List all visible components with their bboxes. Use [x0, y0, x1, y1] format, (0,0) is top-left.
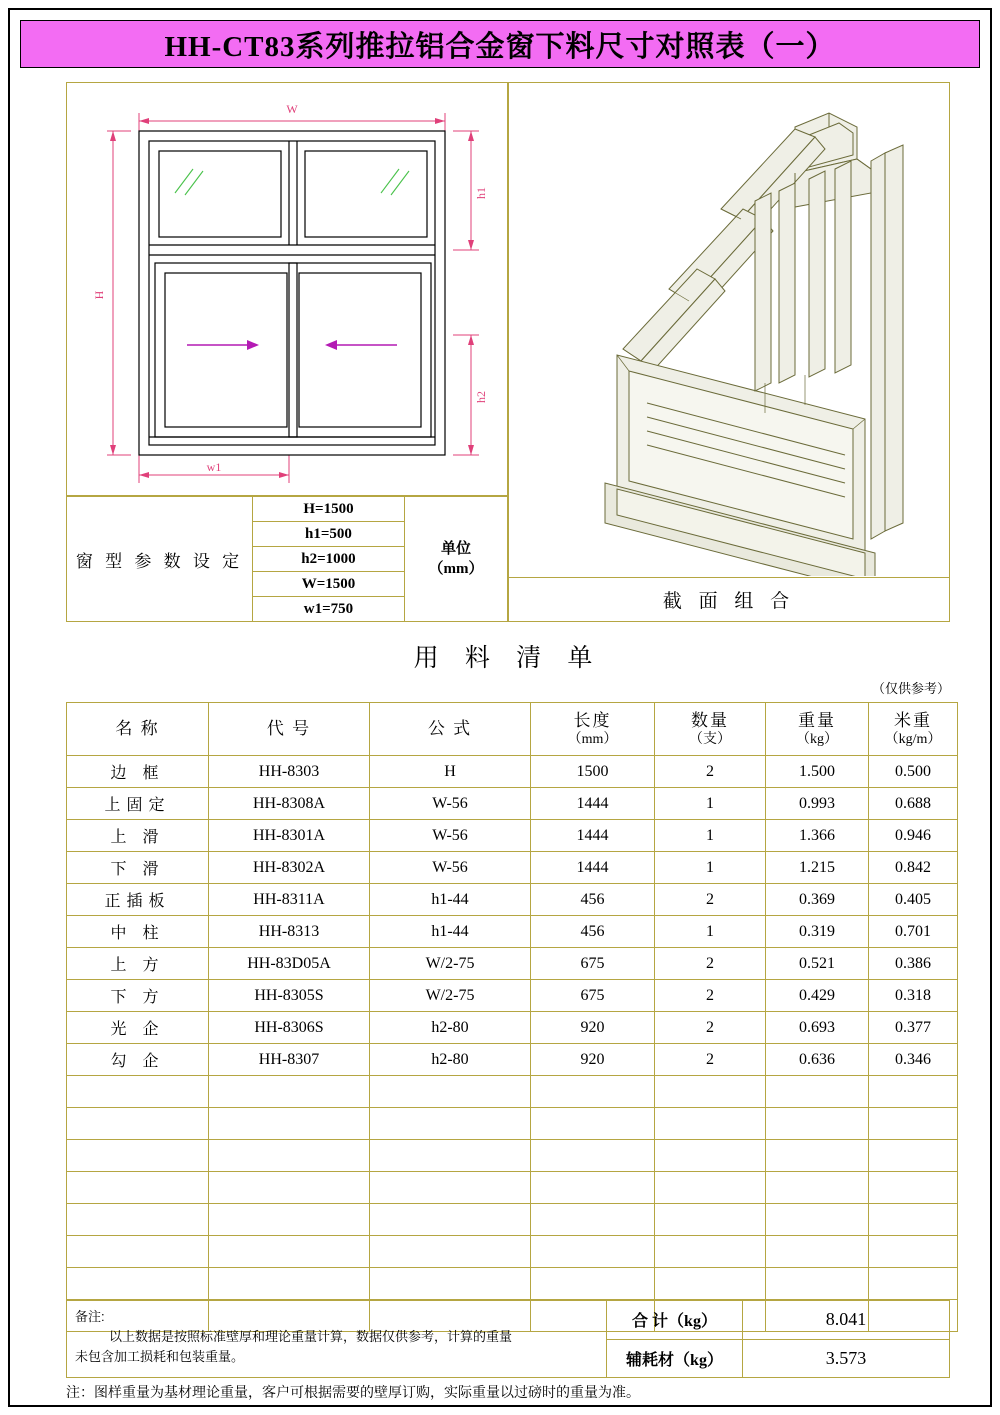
cell-formula: H [370, 756, 531, 788]
cell-qty: 1 [655, 788, 766, 820]
param-value-H: H=1500 [253, 497, 404, 522]
parameters-label: 窗 型 参 数 设 定 [67, 497, 253, 621]
header-name-main: 名 称 [115, 719, 160, 739]
cell-formula: h2-80 [370, 1044, 531, 1076]
bom-table-body [67, 756, 958, 1332]
cell-meter-weight: 0.946 [869, 820, 958, 852]
cell-qty: 1 [655, 820, 766, 852]
header-qty-sub: （支） [689, 731, 731, 747]
cell-meter-weight: 0.377 [869, 1012, 958, 1044]
cell-length: 1444 [531, 820, 655, 852]
cell-code-empty [209, 1076, 370, 1108]
total-row [607, 1301, 949, 1340]
cell-weight-empty [766, 1236, 869, 1268]
cell-name: 下 滑 [67, 852, 209, 884]
cell-code: HH-8306S [209, 1012, 370, 1044]
cell-length-empty [531, 1204, 655, 1236]
cell-qty-empty [655, 1108, 766, 1140]
cell-name-empty [67, 1268, 209, 1300]
header-length-sub: （mm） [567, 731, 618, 747]
cell-name: 正插板 [67, 884, 209, 916]
cell-formula: W-56 [370, 788, 531, 820]
header-formula-main: 公 式 [427, 719, 473, 739]
cell-length: 1444 [531, 852, 655, 884]
cell-weight: 0.636 [766, 1044, 869, 1076]
cell-name: 上 滑 [67, 820, 209, 852]
cell-name: 光 企 [67, 1012, 209, 1044]
cell-code-empty [209, 1204, 370, 1236]
cell-meter-weight-empty [869, 1108, 958, 1140]
table-row [67, 980, 958, 1012]
param-value-W: W=1500 [253, 572, 404, 597]
cell-qty: 1 [655, 916, 766, 948]
cell-code: HH-83D05A [209, 948, 370, 980]
cell-formula: W-56 [370, 852, 531, 884]
cell-qty-empty [655, 1172, 766, 1204]
cell-meter-weight: 0.500 [869, 756, 958, 788]
cell-name-empty [67, 1236, 209, 1268]
cell-name: 下 方 [67, 980, 209, 1012]
cell-code: HH-8302A [209, 852, 370, 884]
table-header-row [67, 703, 958, 756]
cell-weight-empty [766, 1076, 869, 1108]
cell-length: 920 [531, 1044, 655, 1076]
cell-length: 920 [531, 1012, 655, 1044]
header-meter-weight [869, 703, 958, 756]
remark-label: 备注: [75, 1309, 105, 1324]
table-row-empty [67, 1172, 958, 1204]
cell-name-empty [67, 1140, 209, 1172]
cell-meter-weight-empty [869, 1204, 958, 1236]
cell-name: 中 柱 [67, 916, 209, 948]
table-row-empty [67, 1108, 958, 1140]
cell-qty-empty [655, 1204, 766, 1236]
dim-label-h2: h2 [474, 391, 488, 403]
cell-code: HH-8307 [209, 1044, 370, 1076]
elevation-svg [67, 83, 507, 495]
cell-length-empty [531, 1108, 655, 1140]
cell-name: 上固定 [67, 788, 209, 820]
cell-name: 勾 企 [67, 1044, 209, 1076]
cell-weight: 0.429 [766, 980, 869, 1012]
unit-line-2: （mm） [428, 561, 484, 577]
cell-formula-empty [370, 1140, 531, 1172]
table-row [67, 916, 958, 948]
cell-qty: 1 [655, 852, 766, 884]
cell-meter-weight-empty [869, 1268, 958, 1300]
cell-length: 675 [531, 980, 655, 1012]
cell-qty: 2 [655, 884, 766, 916]
cell-formula: W/2-75 [370, 948, 531, 980]
cell-length: 1444 [531, 788, 655, 820]
header-qty [655, 703, 766, 756]
cell-code-empty [209, 1268, 370, 1300]
cell-weight: 0.521 [766, 948, 869, 980]
cell-formula: W/2-75 [370, 980, 531, 1012]
table-row [67, 1044, 958, 1076]
cell-length-empty [531, 1268, 655, 1300]
header-weight-sub: （kg） [796, 731, 838, 747]
cell-formula-empty [370, 1076, 531, 1108]
table-row-empty [67, 1204, 958, 1236]
page-title: HH-CT83系列推拉铝合金窗下料尺寸对照表（一） [164, 30, 836, 63]
cell-weight: 1.500 [766, 756, 869, 788]
cell-weight: 0.369 [766, 884, 869, 916]
cell-weight: 0.693 [766, 1012, 869, 1044]
cell-code-empty [209, 1108, 370, 1140]
table-row [67, 788, 958, 820]
section-label: 截 面 组 合 [662, 591, 796, 612]
cell-meter-weight: 0.386 [869, 948, 958, 980]
cell-formula-empty [370, 1172, 531, 1204]
cell-weight-empty [766, 1140, 869, 1172]
cell-code: HH-8311A [209, 884, 370, 916]
cell-name-empty [67, 1076, 209, 1108]
cell-length-empty [531, 1076, 655, 1108]
table-row-empty [67, 1140, 958, 1172]
total-value: 8.041 [825, 1309, 867, 1330]
cell-meter-weight: 0.842 [869, 852, 958, 884]
table-row-empty [67, 1268, 958, 1300]
table-row [67, 1012, 958, 1044]
parameters-values [253, 497, 405, 621]
cell-meter-weight: 0.346 [869, 1044, 958, 1076]
bom-title: 用 料 清 单 [413, 645, 603, 672]
cell-qty: 2 [655, 980, 766, 1012]
table-row-empty [67, 1076, 958, 1108]
bom-table [66, 702, 958, 1332]
total-label: 合 计（kg） [607, 1301, 743, 1339]
cell-name-empty [67, 1172, 209, 1204]
header-meter-weight-main: 米重 [894, 710, 932, 730]
cell-name: 上 方 [67, 948, 209, 980]
cell-meter-weight-empty [869, 1140, 958, 1172]
bottom-note: 注：图样重量为基材理论重量，客户可根据需要的壁厚订购，实际重量以过磅时的重量为准。 [66, 1384, 640, 1400]
cell-formula-empty [370, 1204, 531, 1236]
remark-note [67, 1301, 607, 1377]
cell-weight-empty [766, 1204, 869, 1236]
cell-weight-empty [766, 1108, 869, 1140]
header-meter-weight-sub: （kg/m） [884, 731, 942, 747]
cell-qty: 2 [655, 756, 766, 788]
cell-weight-empty [766, 1172, 869, 1204]
parameters-unit [405, 497, 507, 621]
cell-weight: 1.215 [766, 852, 869, 884]
header-weight-main: 重量 [798, 710, 836, 730]
remark-line-1: 以上数据是按照标准壁厚和理论重量计算，数据仅供参考，计算的重量 [109, 1329, 513, 1345]
cell-qty-empty [655, 1268, 766, 1300]
cell-weight: 1.366 [766, 820, 869, 852]
cell-length-empty [531, 1172, 655, 1204]
unit-line-1: 单位 [440, 540, 471, 557]
cell-length: 456 [531, 884, 655, 916]
cell-code: HH-8308A [209, 788, 370, 820]
cell-formula-empty [370, 1236, 531, 1268]
param-value-h1: h1=500 [253, 522, 404, 547]
cell-meter-weight-empty [869, 1236, 958, 1268]
window-elevation-drawing [66, 82, 508, 496]
cell-qty: 2 [655, 948, 766, 980]
cell-formula-empty [370, 1108, 531, 1140]
cell-weight: 0.319 [766, 916, 869, 948]
cell-name-empty [67, 1204, 209, 1236]
section-assembly-drawing [508, 82, 950, 622]
cell-code-empty [209, 1236, 370, 1268]
table-row [67, 852, 958, 884]
consumable-row [607, 1340, 949, 1378]
cell-code: HH-8303 [209, 756, 370, 788]
table-row [67, 820, 958, 852]
window-parameters-table [66, 496, 508, 622]
dim-label-H: H [92, 290, 106, 300]
cell-formula: W-56 [370, 820, 531, 852]
cell-qty: 2 [655, 1012, 766, 1044]
cell-name: 边 框 [67, 756, 209, 788]
cell-meter-weight: 0.688 [869, 788, 958, 820]
header-code [209, 703, 370, 756]
cell-meter-weight: 0.318 [869, 980, 958, 1012]
consumable-value: 3.573 [825, 1347, 867, 1368]
cell-meter-weight-empty [869, 1076, 958, 1108]
cell-meter-weight: 0.701 [869, 916, 958, 948]
remark-line-2: 未包含加工损耗和包装重量。 [75, 1349, 245, 1365]
cell-qty-empty [655, 1076, 766, 1108]
cell-length: 456 [531, 916, 655, 948]
cell-formula: h1-44 [370, 884, 531, 916]
header-length-main: 长度 [573, 710, 612, 730]
cell-code-empty [209, 1172, 370, 1204]
cell-weight: 0.993 [766, 788, 869, 820]
document-title-bar [20, 20, 980, 68]
cell-code: HH-8301A [209, 820, 370, 852]
cell-meter-weight-empty [869, 1172, 958, 1204]
cell-name-empty [67, 1108, 209, 1140]
section-svg [509, 83, 949, 576]
dim-label-h1: h1 [474, 187, 488, 199]
page-frame [8, 8, 992, 1407]
param-value-w1: w1=750 [303, 600, 354, 617]
header-length [531, 703, 655, 756]
footer-block [66, 1300, 950, 1378]
header-weight [766, 703, 869, 756]
table-row [67, 948, 958, 980]
totals-block [607, 1301, 949, 1377]
header-qty-main: 数量 [691, 710, 729, 730]
cell-qty-empty [655, 1236, 766, 1268]
cell-code: HH-8313 [209, 916, 370, 948]
cell-formula-empty [370, 1268, 531, 1300]
cell-length: 1500 [531, 756, 655, 788]
cell-qty: 2 [655, 1044, 766, 1076]
table-row [67, 884, 958, 916]
cell-length-empty [531, 1140, 655, 1172]
table-row-empty [67, 1236, 958, 1268]
param-value-h2: h2=1000 [253, 547, 404, 572]
dim-label-w1: w1 [206, 460, 222, 474]
cell-code-empty [209, 1140, 370, 1172]
cell-code: HH-8305S [209, 980, 370, 1012]
cell-meter-weight: 0.405 [869, 884, 958, 916]
cell-formula: h2-80 [370, 1012, 531, 1044]
table-row [67, 756, 958, 788]
consumable-label: 辅耗材（kg） [607, 1340, 743, 1378]
cell-length: 675 [531, 948, 655, 980]
header-formula [370, 703, 531, 756]
dim-label-W: W [286, 102, 298, 116]
header-code-main: 代 号 [266, 719, 312, 739]
cell-length-empty [531, 1236, 655, 1268]
drawing-area [66, 82, 950, 622]
cell-qty-empty [655, 1140, 766, 1172]
bom-reference-note: （仅供参考） [871, 681, 950, 696]
cell-formula: h1-44 [370, 916, 531, 948]
cell-weight-empty [766, 1268, 869, 1300]
header-name [67, 703, 209, 756]
